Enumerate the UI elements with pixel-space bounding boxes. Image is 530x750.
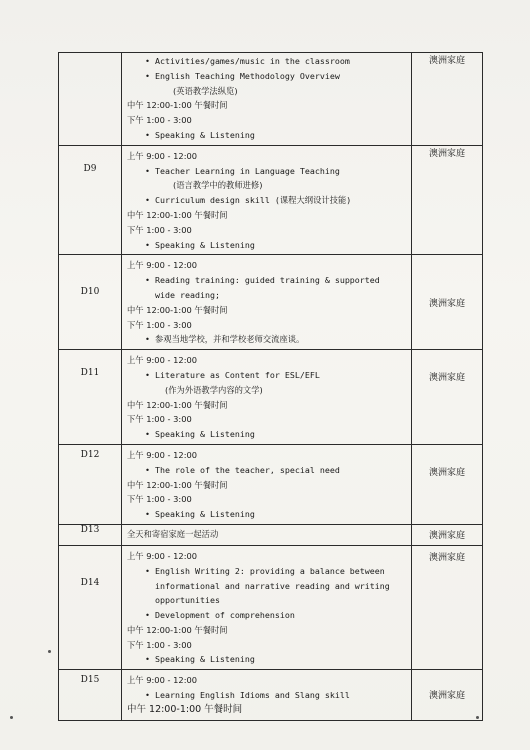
activity-note: (英语教学法纵览): [173, 85, 238, 96]
schedule-row: [59, 444, 483, 524]
day-cell: D14: [59, 545, 122, 669]
schedule-table: [58, 52, 483, 721]
content-cell: [122, 350, 412, 445]
scan-speck: [10, 716, 13, 719]
afternoon-time: 下午 1:00 - 3:00: [127, 224, 192, 235]
lunch-time: 中午 12:00-1:00 午餐时间: [127, 209, 228, 220]
activity-item: • Speaking & Listening: [127, 507, 407, 522]
day-cell: D10: [59, 255, 122, 350]
lunch-time: 中午 12:00-1:00 午餐时间: [127, 624, 228, 635]
content-cell: [122, 255, 412, 350]
activity-item: • Curriculum design skill (课程大纲设计技能): [127, 193, 407, 208]
host-cell: 澳洲家庭: [412, 545, 483, 669]
afternoon-time: 下午 1:00 - 3:00: [127, 115, 192, 126]
activity-item: • Development of comprehension: [127, 608, 407, 623]
lunch-time: 中午 12:00-1:00 午餐时间: [127, 100, 228, 111]
activity-item: • Activities/games/music in the classroom: [127, 54, 407, 69]
afternoon-time: 下午 1:00 - 3:00: [127, 319, 192, 330]
content-cell: [122, 524, 412, 545]
day-cell: [59, 53, 122, 146]
schedule-row: [59, 255, 483, 350]
content-cell: [122, 444, 412, 524]
host-cell: 澳洲家庭: [412, 53, 483, 146]
host-cell: 澳洲家庭: [412, 670, 483, 720]
schedule-row: [59, 524, 483, 545]
activity-note: (语言教学中的教师进修): [173, 180, 263, 191]
host-cell: 澳洲家庭: [412, 255, 483, 350]
day-cell: D12: [59, 444, 122, 524]
lunch-time: 中午 12:00-1:00 午餐时间: [127, 399, 228, 410]
content-cell: [122, 545, 412, 669]
content-cell: [122, 145, 412, 255]
morning-time: 上午 9:00 - 12:00: [127, 260, 198, 271]
morning-time: 上午 9:00 - 12:00: [127, 355, 198, 366]
activity-item: • Speaking & Listening: [127, 652, 407, 667]
content-cell: [122, 53, 412, 146]
activity-item: • Literature as Content for ESL/EFL: [127, 368, 407, 383]
activity-item: • Teacher Learning in Language Teaching: [127, 164, 407, 179]
host-cell: 澳洲家庭: [412, 524, 483, 545]
afternoon-time: 下午 1:00 - 3:00: [127, 639, 192, 650]
schedule-row: [59, 545, 483, 669]
activity-item: • English Teaching Methodology Overview: [127, 69, 407, 84]
afternoon-time: 下午 1:00 - 3:00: [127, 414, 192, 425]
lunch-time: 中午 12:00-1:00 午餐时间: [127, 703, 243, 715]
activity-item: • English Writing 2: providing a balance between informational and narrative reading and writing opportunities: [127, 564, 407, 608]
schedule-row: [59, 145, 483, 255]
day-cell: D13: [59, 524, 122, 545]
activity-item: • 参观当地学校，并和学校老师交流座谈。: [127, 332, 407, 347]
activity-item: • The role of the teacher, special need: [127, 463, 407, 478]
activity-item: • Speaking & Listening: [127, 128, 407, 143]
host-cell: 澳洲家庭: [412, 145, 483, 255]
lunch-time: 中午 12:00-1:00 午餐时间: [127, 479, 228, 490]
day-cell: D15: [59, 670, 122, 720]
activity-note: 全天和寄宿家庭一起活动: [127, 528, 219, 539]
day-cell: D11: [59, 350, 122, 445]
activity-note: (作为外语教学内容的文学): [165, 384, 263, 395]
scan-speck: [48, 650, 51, 653]
schedule-row: [59, 350, 483, 445]
morning-time: 上午 9:00 - 12:00: [127, 150, 198, 161]
activity-item: • Learning English Idioms and Slang skill: [127, 688, 407, 703]
afternoon-time: 下午 1:00 - 3:00: [127, 494, 192, 505]
schedule-row: [59, 53, 483, 146]
activity-item: • Speaking & Listening: [127, 238, 407, 253]
host-cell: 澳洲家庭: [412, 444, 483, 524]
activity-item: • Speaking & Listening: [127, 427, 407, 442]
morning-time: 上午 9:00 - 12:00: [127, 449, 198, 460]
lunch-time: 中午 12:00-1:00 午餐时间: [127, 304, 228, 315]
morning-time: 上午 9:00 - 12:00: [127, 550, 198, 561]
schedule-row: [59, 670, 483, 720]
content-cell: [122, 670, 412, 720]
day-cell: D9: [59, 145, 122, 255]
morning-time: 上午 9:00 - 12:00: [127, 675, 198, 686]
host-cell: 澳洲家庭: [412, 350, 483, 445]
activity-item: • Reading training: guided training & supported wide reading;: [127, 273, 407, 303]
